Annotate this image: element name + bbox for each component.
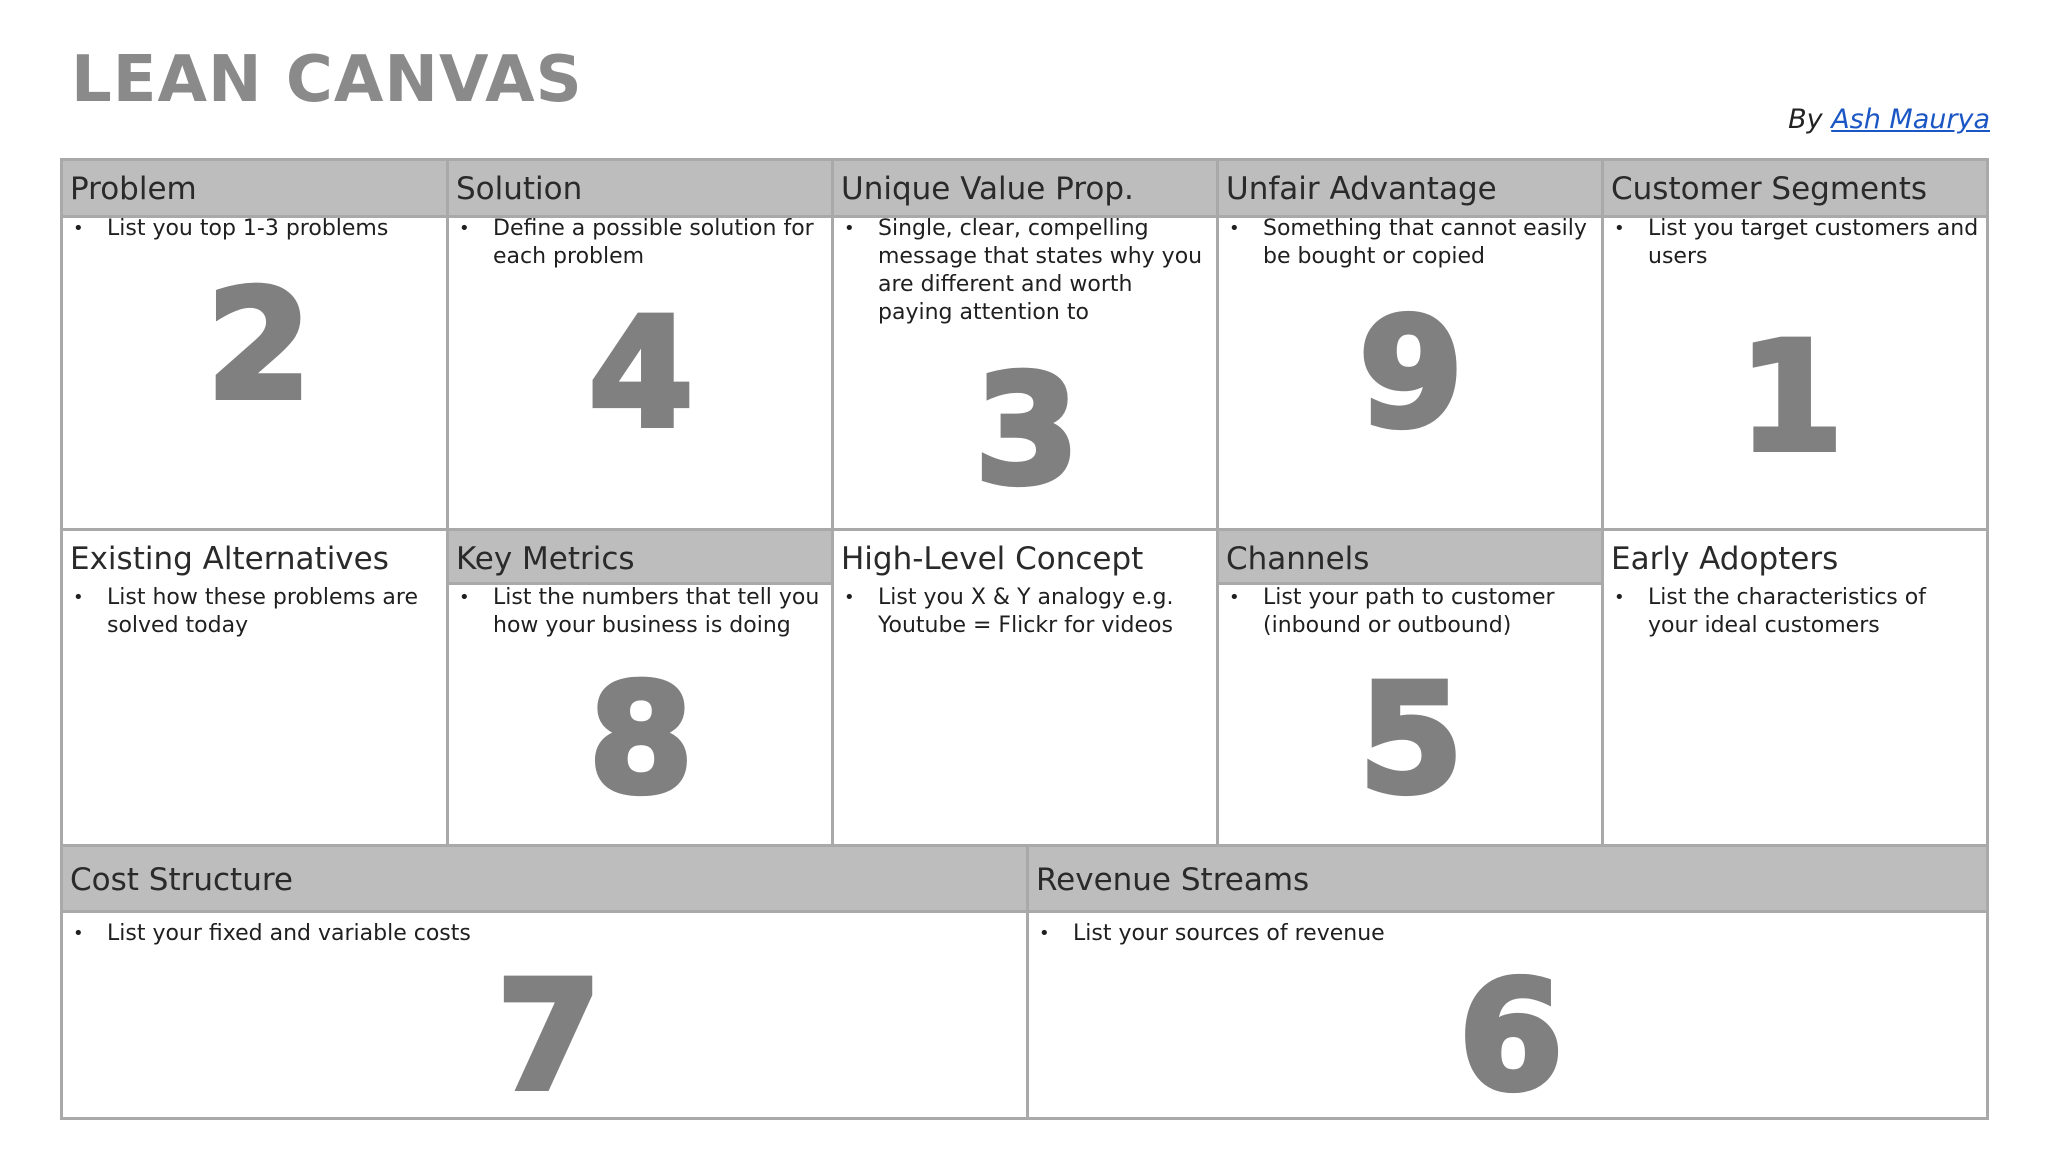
page-title: LEAN CANVAS bbox=[71, 43, 583, 117]
block-revenue-streams bbox=[1029, 847, 1986, 1124]
block-header: Early Adopters bbox=[1604, 528, 1986, 585]
block-header: Solution bbox=[449, 161, 831, 218]
block-existing-alternatives bbox=[63, 528, 446, 844]
block-hint: • List how these problems are solved today bbox=[71, 584, 442, 640]
block-number: 9 bbox=[1358, 287, 1464, 461]
block-unfair-advantage bbox=[1219, 161, 1601, 528]
block-hint: • List your sources of revenue bbox=[1037, 920, 1982, 948]
block-number: 5 bbox=[1358, 653, 1464, 827]
block-number: 1 bbox=[1738, 311, 1844, 485]
block-hint: • Define a possible solution for each problem bbox=[457, 215, 827, 271]
block-hint: • List you top 1-3 problems bbox=[71, 215, 442, 243]
author-link[interactable]: Ash Maurya bbox=[1831, 104, 1990, 135]
block-channels bbox=[1219, 528, 1601, 844]
block-solution bbox=[449, 161, 831, 528]
block-header: High-Level Concept bbox=[834, 528, 1216, 585]
block-header: Key Metrics bbox=[449, 528, 831, 585]
block-hint: • List your path to customer (inbound or outbound) bbox=[1227, 584, 1597, 640]
block-header: Existing Alternatives bbox=[63, 528, 446, 585]
block-hint: • List you X & Y analogy e.g. Youtube = Flickr for videos bbox=[842, 584, 1212, 640]
block-hint: • Something that cannot easily be bought or copied bbox=[1227, 215, 1597, 271]
block-header: Revenue Streams bbox=[1029, 847, 1986, 913]
block-header: Channels bbox=[1219, 528, 1601, 585]
block-cost-structure bbox=[63, 847, 1026, 1124]
block-header: Problem bbox=[63, 161, 446, 218]
block-key-metrics bbox=[449, 528, 831, 844]
block-problem bbox=[63, 161, 446, 528]
block-number: 6 bbox=[1458, 950, 1564, 1124]
block-hint: • List the numbers that tell you how your business is doing bbox=[457, 584, 827, 640]
byline bbox=[1788, 104, 1990, 135]
block-number: 3 bbox=[974, 344, 1080, 518]
block-early-adopters bbox=[1604, 528, 1986, 844]
block-hint: • List you target customers and users bbox=[1612, 215, 1982, 271]
block-hint: • List the characteristics of your ideal customers bbox=[1612, 584, 1982, 640]
block-number: 4 bbox=[588, 287, 694, 461]
block-number: 7 bbox=[496, 950, 602, 1124]
byline-prefix: By bbox=[1788, 104, 1823, 135]
block-header: Cost Structure bbox=[63, 847, 1026, 913]
block-number: 8 bbox=[588, 653, 694, 827]
block-high-level-concept bbox=[834, 528, 1216, 844]
block-hint: • List your fixed and variable costs bbox=[71, 920, 1022, 948]
block-number: 2 bbox=[206, 259, 312, 433]
block-header: Unfair Advantage bbox=[1219, 161, 1601, 218]
block-header: Unique Value Prop. bbox=[834, 161, 1216, 218]
lean-canvas-grid bbox=[60, 158, 1989, 1124]
block-hint: • Single, clear, compelling message that states why you are different and worth paying attention to bbox=[842, 215, 1212, 327]
block-header: Customer Segments bbox=[1604, 161, 1986, 218]
